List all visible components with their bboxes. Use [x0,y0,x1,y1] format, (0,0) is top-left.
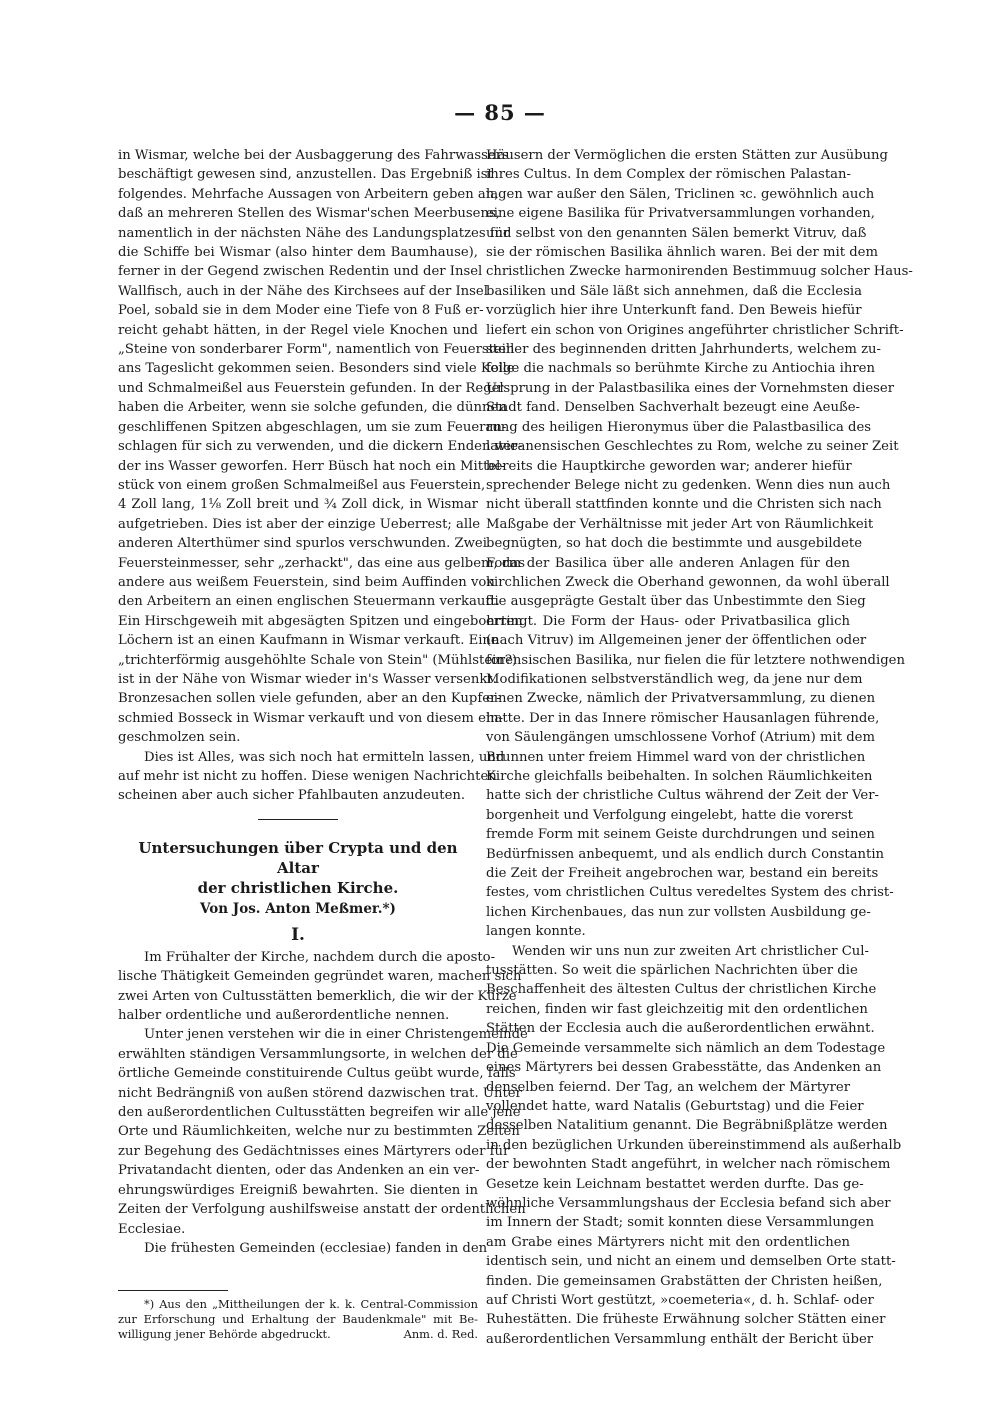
text-line: ans Tageslicht gekommen seien. Besonders sind viele Keile [118,361,515,377]
text-line: eines Märtyrers bei dessen Grabesstätte, das Andenken an [486,1060,882,1076]
text-line: 4 Zoll lang, 1⅛ Zoll breit und ¾ Zoll dick, in Wismar [118,497,478,513]
text-line: langen konnte. [486,924,586,940]
text-line: lagen war außer den Sälen, Triclinen ꝛc. gewöhnlich auch [486,186,875,202]
text-line: wöhnliche Versammlungshaus der Ecclesia befand sich aber [486,1195,891,1211]
text-line: erwählten ständigen Versammlungsorte, in welchen der die [118,1046,518,1062]
section-divider [258,819,338,820]
text-line: Stadt fand. Denselben Sachverhalt bezeugt eine Aeuße- [486,400,861,416]
text-line: begnügten, so hat doch die bestimmte und ausgebildete [486,536,863,552]
text-line: Privatandacht dienten, oder das Andenken an ein ver- [118,1163,480,1179]
text-line: Bronzesachen sollen viele gefunden, aber an den Kupfer- [118,691,501,707]
text-line: aufgetrieben. Dies ist aber der einzige Ueberrest; alle [118,516,481,532]
text-line: reichen, finden wir fast gleichzeitig mit den ordentlichen [486,1001,868,1017]
text-line: zur Begehung des Gedächtnisses eines Märtyrers oder für [118,1143,510,1159]
text-line: am Grabe eines Märtyrers nicht mit den ordentlichen [486,1234,850,1250]
text-line: die Schiffe bei Wismar (also hinter dem Baumhause), [118,245,478,261]
paragraph [486,146,913,942]
text-line: Wenden wir uns nun zur zweiten Art christlicher Cul- [512,943,869,959]
text-line: ehrungswürdiges Ereigniß bewahrten. Sie dienten in [118,1182,478,1198]
text-line: Ruhestätten. Die früheste Erwähnung solcher Stätten einer [486,1312,886,1328]
text-line: im Innern der Stadt; somit konnten diese Versammlungen [486,1215,875,1231]
text-line: Orte und Räumlichkeiten, welche nur zu bestimmten Zeiten [118,1124,520,1140]
paragraph [118,948,522,1026]
text-line: den außerordentlichen Cultusstätten begreifen wir alle jene [118,1105,521,1121]
text-line: festes, vom christlichen Cultus veredeltes System des christ- [486,885,894,901]
text-line: daß an mehreren Stellen des Wismar'schen Meerbusens, [118,206,500,222]
text-line: Die Gemeinde versammelte sich nämlich an dem Todestage [486,1040,886,1056]
paragraph [118,146,525,748]
text-line: den Arbeitern an einen englischen Steuermann verkauft. [118,594,500,610]
text-line: Stätten der Ecclesia auch die außerordentlichen erwähnt. [486,1021,875,1037]
text-line: folgendes. Mehrfache Aussagen von Arbeitern geben an, [118,186,499,202]
text-line: und Schmalmeißel aus Feuerstein gefunden. In der Regel [118,380,504,396]
text-line: Im Frühalter der Kirche, nachdem durch die aposto- [144,949,496,965]
text-line: sie der römischen Basilika ähnlich waren. Bei der mit dem [486,245,878,261]
left-column [118,146,528,1342]
page-number: — 85 — [454,100,546,125]
footnote-text: willigung jener Behörde abgedruckt. [118,1327,331,1342]
text-line: in Wismar, welche bei der Ausbaggerung des Fahrwassers [118,148,509,163]
text-line: örtliche Gemeinde constituirende Cultus geübt wurde, falls [118,1066,516,1082]
text-line: Zeiten der Verfolgung aushilfsweise anstatt der ordentlichen [118,1202,526,1218]
text-line: lische Thätigkeit Gemeinden gegründet waren, machen sich [118,969,522,985]
text-line: Brunnen unter freiem Himmel ward von der christlichen [486,749,866,765]
text-line: fremde Form mit seinem Geiste durchdrungen und seinen [486,827,875,843]
text-line: haben die Arbeiter, wenn sie solche gefunden, die dünnen [118,400,507,416]
text-line: Maßgabe der Verhältnisse mit jeder Art von Räumlichkeit [486,516,874,532]
text-line: Dies ist Alles, was sich noch hat ermitteln lassen, und [144,749,505,765]
text-line: Ein Hirschgeweih mit abgesägten Spitzen und eingebohrten [118,613,523,629]
text-line: geschmolzen sein. [118,730,241,746]
text-line: stück von einem großen Schmalmeißel aus Feuerstein, [118,477,486,493]
text-line: ihres Cultus. In dem Complex der römischen Palastan- [486,167,851,183]
text-line: schlagen für sich zu verwenden, und die dickern Enden wie- [118,439,523,455]
text-line: Poel, sobald sie in dem Moder eine Tiefe von 8 Fuß er- [118,303,484,319]
text-line: die ausgeprägte Gestalt über das Unbestimmte den Sieg [486,594,866,610]
text-line: Bedürfnissen anbequemt, und als endlich durch Constantin [486,846,885,862]
text-line: vollendet hatte, ward Natalis (Geburtstag) und die Feier [486,1098,864,1114]
text-line: bereits die Hauptkirche geworden war; anderer hiefür [486,458,852,474]
text-line: auf mehr ist nicht zu hoffen. Diese wenigen Nachrichten [118,769,497,784]
text-line: zwei Arten von Cultusstätten bemerklich, die wir der Kürze [118,988,517,1004]
text-line: geschliffenen Spitzen abgeschlagen, um sie zum Feueran- [118,419,507,435]
text-line: einen Zwecke, nämlich der Privatversammlung, zu dienen [486,691,876,707]
text-line: Ecclesiae. [118,1221,186,1237]
article-title [118,838,478,898]
right-column [486,146,913,1349]
footnote-divider [118,1290,228,1291]
text-line: vorzüglich hier ihre Unterkunft fand. Den Beweis hiefür [486,303,862,319]
text-line: tusstätten. So weit die spärlichen Nachrichten über die [486,963,858,979]
text-line: die Zeit der Freiheit angebrochen war, bestand ein bereits [486,866,879,882]
text-line: lichen Kirchenbaues, das nun zur vollsten Ausbildung ge- [486,904,871,920]
text-line: der bewohnten Stadt angeführt, in welcher nach römischem [486,1157,891,1173]
text-line: lateranensischen Geschlechtes zu Rom, welche zu seiner Zeit [486,439,899,455]
text-line: borgenheit und Verfolgung eingelebt, hatte die vorerst [486,807,853,823]
paragraph [486,942,902,1350]
text-line: Gesetze kein Leichnam bestattet werden durfte. Das ge- [486,1176,864,1192]
text-line: der ins Wasser geworfen. Herr Büsch hat noch ein Mittel- [118,458,505,474]
text-line: nicht überall stattfinden konnte und die Christen sich nach [486,497,882,513]
text-line: anderen Alterthümer sind spurlos verschwunden. Zwei [118,536,487,552]
text-line: auf Christi Wort gestützt, »coemeteria«, d. h. Schlaf- oder [486,1292,874,1308]
text-line: identisch sein, und nicht an einem und demselben Orte statt- [486,1254,896,1270]
text-line: und selbst von den genannten Sälen bemerkt Vitruv, daß [486,225,867,241]
author-byline: Von Jos. Anton Meßmer.*) [200,900,396,917]
text-line: Form der Basilica über alle anderen Anlagen für den [486,555,850,571]
part-numeral: I. [291,924,305,945]
text-line: halber ordentliche und außerordentliche nennen. [118,1008,450,1024]
text-line: Unter jenen verstehen wir die in einer Christengemeinde [144,1027,528,1043]
text-line: schmied Bosseck in Wismar verkauft und von diesem ein- [118,710,504,726]
footnote-signature: Anm. d. Red. [403,1327,478,1342]
text-line: von Säulengängen umschlossene Vorhof (Atrium) mit dem [486,730,875,746]
text-line: namentlich in der nächsten Nähe des Landungsplatzes für [118,225,510,241]
text-line: ferner in der Gegend zwischen Redentin und der Insel [118,264,483,280]
text-line: Häusern der Vermöglichen die ersten Stätten zur Ausübung [486,148,888,163]
text-line: Wallfisch, auch in der Nähe des Kirchsees auf der Insel [118,283,488,299]
text-line: Beschaffenheit des ältesten Cultus der christlichen Kirche [486,982,877,998]
paragraph [118,1025,528,1238]
text-line: liefert ein schon von Origines angeführter christlicher Schrift- [486,322,904,338]
text-line: basiliken und Säle läßt sich annehmen, daß die Ecclesia [486,283,862,299]
text-line: finden. Die gemeinsamen Grabstätten der Christen heißen, [486,1273,883,1289]
text-line: scheinen aber auch sicher Pfahlbauten anzudeuten. [118,788,466,804]
text-line: *) Aus den „Mittheilungen der k. k. Central-Commission [144,1297,478,1312]
text-line: rung des heiligen Hieronymus über die Palastbasilica des [486,419,872,435]
text-line: beschäftigt gewesen sind, anzustellen. Das Ergebniß ist [118,167,493,183]
text-line [118,1327,478,1342]
text-line: ist in der Nähe von Wismar wieder in's Wasser versenkt. [118,671,497,687]
text-line: Die frühesten Gemeinden (ecclesiae) fanden in den [144,1240,488,1256]
text-line: in den bezüglichen Urkunden übereinstimmend als außerhalb [486,1137,902,1153]
text-line: desselben Natalitium genannt. Die Begräbnißplätze werden [486,1118,888,1134]
text-line: sprechender Belege nicht zu gedenken. Wenn dies nun auch [486,477,891,493]
text-line: hatte. Der in das Innere römischer Hausanlagen führende, [486,710,880,726]
text-line: hatte sich der christliche Cultus während der Zeit der Ver- [486,788,879,804]
text-line: (nach Vitruv) im Allgemeinen jener der öffentlichen oder [486,633,867,649]
text-line: denselben feiernd. Der Tag, an welchem der Märtyrer [486,1079,850,1095]
text-line: außerordentlichen Versammlung enthält der Bericht über [486,1331,874,1347]
text-line: eine eigene Basilika für Privatversammlungen vorhanden, [486,206,875,222]
article-title-line: Untersuchungen über Crypta und den Altar [138,838,458,877]
text-line: folge die nachmals so berühmte Kirche zu Antiochia ihren [486,361,875,377]
text-line: „Steine von sonderbarer Form", namentlich von Feuerstein [118,342,515,358]
text-line: reicht gehabt hätten, in der Regel viele Knochen und [118,322,478,338]
text-line: forensischen Basilika, nur fielen die für letztere nothwendigen [486,652,905,668]
text-line: steller des beginnenden dritten Jahrhunderts, welchem zu- [486,342,882,358]
article-title-line: der christlichen Kirche. [197,878,399,897]
text-line: Ursprung in der Palastbasilika eines der Vornehmsten dieser [486,380,895,396]
text-line: Löchern ist an einen Kaufmann in Wismar verkauft. Eine [118,633,499,649]
text-line: christlichen Zwecke harmonirenden Bestimmuug solcher Haus- [486,264,913,280]
text-line: „trichterförmig ausgehöhlte Schale von Stein" (Mühlstein?) [118,652,518,668]
text-line: zur Erforschung und Erhaltung der Baudenkmale" mit Be- [118,1312,478,1327]
text-line: Kirche gleichfalls beibehalten. In solchen Räumlichkeiten [486,769,873,784]
text-line: Modifikationen selbstverständlich weg, da jene nur dem [486,671,863,687]
text-line: Feuersteinmesser, sehr „zerhackt", das eine aus gelbem, das [118,555,525,571]
text-line: nicht Bedrängniß von außen störend dazwischen trat. Unter [118,1085,522,1101]
text-line: erringt. Die Form der Haus- oder Privatbasilica glich [486,613,850,629]
text-line: andere aus weißem Feuerstein, sind beim Auffinden von [118,574,495,590]
paragraph [118,1239,488,1258]
paragraph [118,748,505,806]
text-line: kirchlichen Zweck die Oberhand gewonnen, da wohl überall [486,574,890,590]
footnote [118,1297,478,1342]
